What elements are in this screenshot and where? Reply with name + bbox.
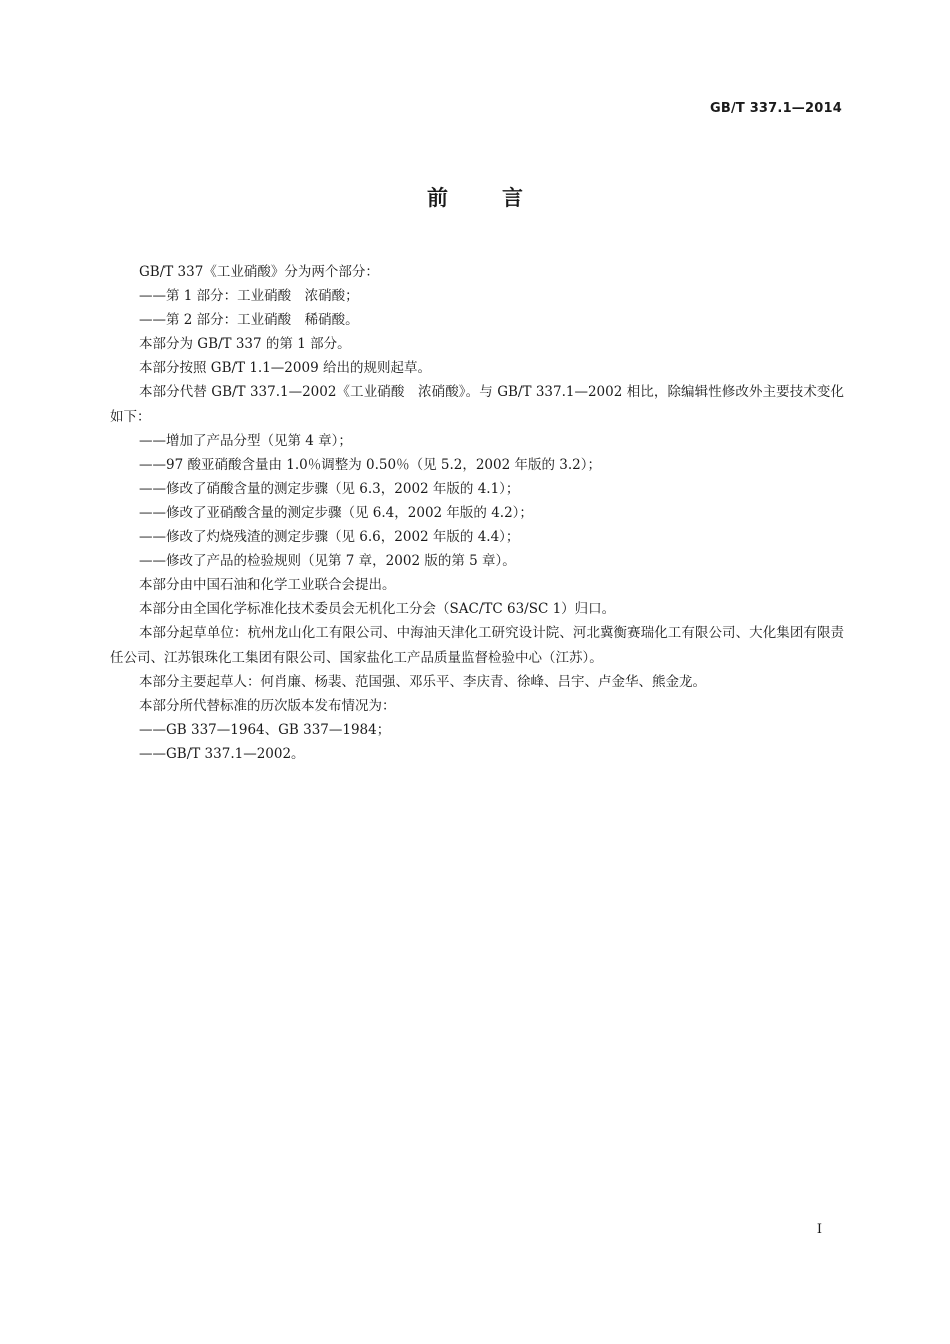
list-item-change-4: ——修改了亚硝酸含量的测定步骤（见 6.4，2002 年版的 4.2）； <box>139 504 533 521</box>
list-item-history-1: ——GB 337—1964、GB 337—1984； <box>139 721 391 738</box>
paragraph-drafting-units: 本部分起草单位：杭州龙山化工有限公司、中海油天津化工研究设计院、河北冀衡赛瑞化工有限公司、大化集团有限责任公司、江苏银珠化工集团有限公司、国家盐化工产品质量监督检验中心（江苏）。 <box>110 625 844 666</box>
paragraph-committee: 本部分由全国化学标准化技术委员会无机化工分会（SAC/TC 63/SC 1）归口。 <box>139 601 616 618</box>
list-item-change-3: ——修改了硝酸含量的测定步骤（见 6.3，2002 年版的 4.1）； <box>139 480 520 497</box>
page-number: I <box>816 1222 822 1237</box>
list-item-change-6: ——修改了产品的检验规则（见第 7 章，2002 版的第 5 章）。 <box>139 553 516 570</box>
paragraph-drafters: 本部分主要起草人：何肖廉、杨裴、范国强、邓乐平、李庆青、徐峰、吕宇、卢金华、熊金龙。 <box>139 673 706 690</box>
title-char-1: 前 <box>427 186 448 210</box>
foreword-body <box>110 260 844 766</box>
paragraph-proposer: 本部分由中国石油和化学工业联合会提出。 <box>139 577 396 594</box>
paragraph-replaces: 本部分代替 GB/T 337.1—2002《工业硝酸 浓硝酸》。与 GB/T 337.1—2002 相比，除编辑性修改外主要技术变化如下： <box>110 384 844 425</box>
title-char-2: 言 <box>502 186 523 210</box>
paragraph-drafting-rules: 本部分按照 GB/T 1.1—2009 给出的规则起草。 <box>139 360 431 377</box>
list-item-history-2: ——GB/T 337.1—2002。 <box>139 745 305 762</box>
paragraph-history: 本部分所代替标准的历次版本发布情况为： <box>139 697 396 714</box>
list-item-change-5: ——修改了灼烧残渣的测定步骤（见 6.6，2002 年版的 4.4）； <box>139 529 520 546</box>
paragraph-intro: GB/T 337《工业硝酸》分为两个部分： <box>139 264 379 280</box>
standard-number: GB/T 337.1—2014 <box>709 101 842 116</box>
list-item-change-2: ——97 酸亚硝酸含量由 1.0％调整为 0.50％（见 5.2，2002 年版的 3.2）； <box>139 456 601 473</box>
page-title <box>0 182 950 212</box>
list-item-change-1: ——增加了产品分型（见第 4 章）； <box>139 432 352 449</box>
paragraph-part-statement: 本部分为 GB/T 337 的第 1 部分。 <box>139 336 351 353</box>
list-item-part2: ——第 2 部分：工业硝酸 稀硝酸。 <box>139 312 359 329</box>
list-item-part1: ——第 1 部分：工业硝酸 浓硝酸； <box>139 288 359 305</box>
